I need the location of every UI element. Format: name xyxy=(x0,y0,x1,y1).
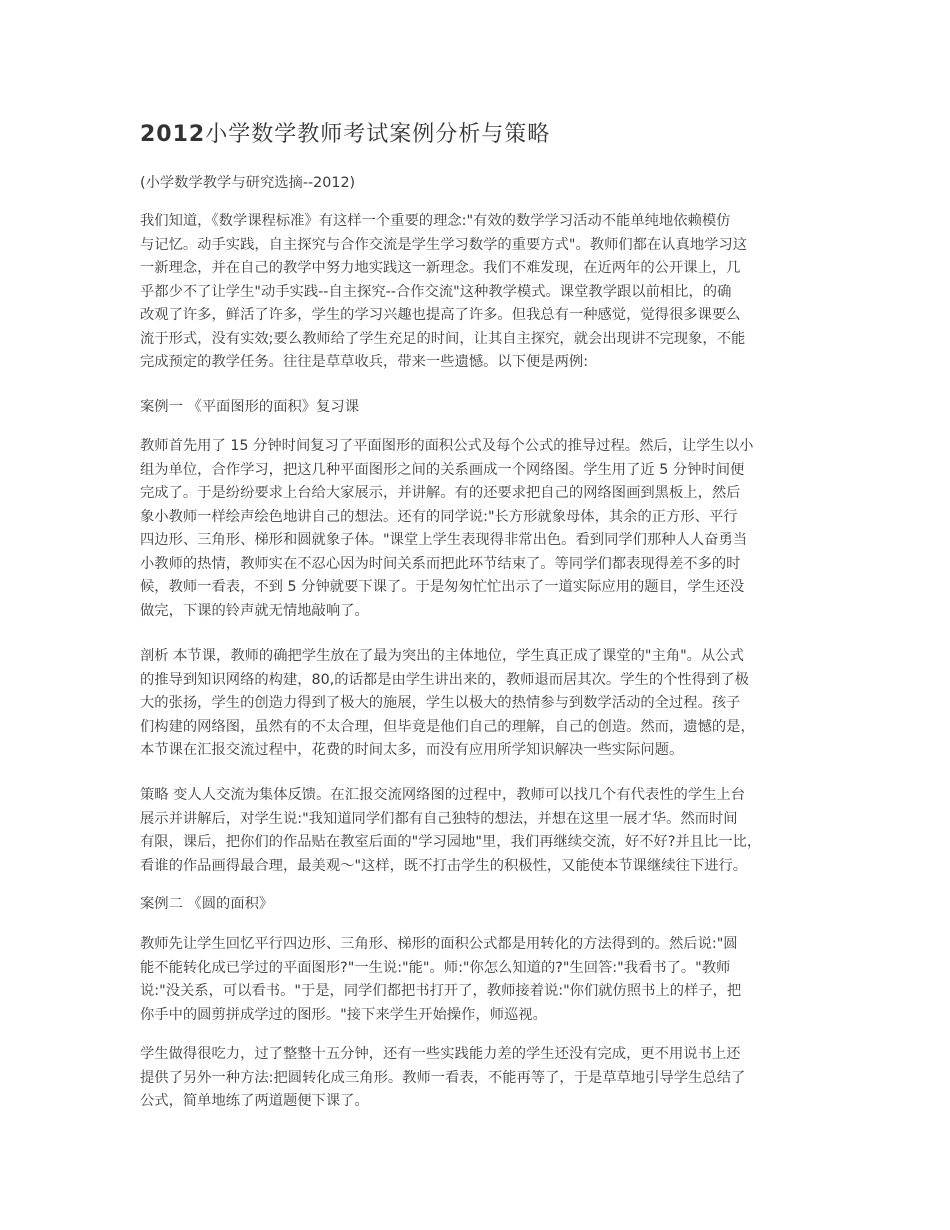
paragraph-line: 本节课在汇报交流过程中，花费的时间太多，而没有应用所学知识解决一些实际问题。 xyxy=(140,742,684,758)
paragraph-line: 做完，下课的铃声就无情地敲响了。 xyxy=(140,602,369,619)
paragraph-line: 你手中的圆剪拼成学过的图形。"接下来学生开始操作，师巡视。 xyxy=(140,1006,547,1023)
paragraph-line: 说:"没关系，可以看书。"于是，同学们都把书打开了，教师接着说:"你们就仿照书上的样子，把 xyxy=(140,983,742,999)
paragraph-line: 流于形式，没有实效;要么教师给了学生充足的时间，让其自主探究，就会出现讲不完现象，不能 xyxy=(140,330,746,347)
paragraph-line: 与记忆。动手实践，自主探究与合作交流是学生学习数学的重要方式"。教师们都在认真地学习这 xyxy=(140,236,748,253)
paragraph-line: 公式，简单地练了两道题便下课了。 xyxy=(140,1093,369,1109)
paragraph-line: 剖析 本节课，教师的确把学生放在了最为突出的主体地位，学生真正成了课堂的"主角"。从公式 xyxy=(140,648,744,664)
paragraph-line: 策略 变人人交流为集体反馈。在汇报交流网络图的过程中，教师可以找几个有代表性的学生上台 xyxy=(140,787,746,803)
paragraph-line: 象小教师一样绘声绘色地讲自己的想法。还有的同学说:"长方形就象母体，其余的正方形、平行 xyxy=(140,508,738,525)
section-heading-line: 案例一 《平面图形的面积》复习课 xyxy=(140,399,359,415)
page-title xyxy=(140,120,820,150)
paragraph-line: 提供了另外一种方法:把圆转化成三角形。教师一看表，不能再等了，于是草草地引导学生总结了 xyxy=(140,1069,746,1086)
paragraph-line: 教师首先用了 15 分钟时间复习了平面图形的面积公式及每个公式的推导过程。然后，让学生以小 xyxy=(140,438,754,454)
paragraph-line: 乎都少不了让学生"动手实践--自主探究--合作交流"这种教学模式。课堂教学跟以前相比，的确 xyxy=(140,283,732,300)
paragraph-line: 一新理念，并在自己的教学中努力地实践这一新理念。我们不难发现，在近两年的公开课上，几 xyxy=(140,260,741,276)
section-heading-line: 案例二 《圆的面积》 xyxy=(140,896,274,912)
paragraph-line: 有限，课后，把你们的作品贴在教室后面的"学习园地"里，我们再继续交流，好不好?并且比一比， xyxy=(140,834,762,850)
paragraph-line: 学生做得很吃力，过了整整十五分钟，还有一些实践能力差的学生还没有完成，更不用说书上还 xyxy=(140,1046,741,1062)
analysis-paragraph xyxy=(140,645,823,763)
paragraph-line: 教师先让学生回忆平行四边形、三角形、梯形的面积公式都是用转化的方法得到的。然后说:"圆 xyxy=(140,936,738,952)
paragraph-line: 组为单位，合作学习，把这几种平面图形之间的关系画成一个网络图。学生用了近 5 分钟时间便 xyxy=(140,461,745,478)
paragraph-line: 小教师的热情，教师实在不忍心因为时间关系而把此环节结束了。等同学们都表现得差不多的时 xyxy=(140,555,741,572)
paragraph-line: 四边形、三角形、梯形和圆就象子体。"课堂上学生表现得非常出色。看到同学们那种人人奋勇当 xyxy=(140,532,748,548)
paragraph-line: 们构建的网络图，虽然有的不太合理，但毕竟是他们自己的理解，自己的创造。然而，遗憾的是， xyxy=(140,718,755,735)
paragraph-line: 我们知道，《数学课程标准》有这样一个重要的理念:"有效的数学学习活动不能单纯地依赖模仿 xyxy=(140,213,731,229)
case2-followup-paragraph xyxy=(140,1043,823,1114)
paragraph-line: 能不能转化成已学过的平面图形?"一生说:"能"。师:"你怎么知道的?"生回答:"我看书了。"教师 xyxy=(140,959,731,976)
case1-heading xyxy=(140,396,823,420)
title-year: 2012 xyxy=(140,122,206,147)
paragraph-line: 展示并讲解后，对学生说:"我知道同学们都有自己独特的想法，并想在这里一展才华。然而时间 xyxy=(140,810,738,827)
intro-paragraph xyxy=(140,210,823,375)
case1-paragraph xyxy=(140,435,823,623)
paragraph-line: 大的张扬，学生的创造力得到了极大的施展，学生以极大的热情参与到数学活动的全过程。孩子 xyxy=(140,695,741,711)
paragraph-line: 看谁的作品画得最合理，最美观～"这样，既不打击学生的积极性，又能使本节课继续往下进行。 xyxy=(140,857,748,874)
source-line: (小学数学教学与研究选摘--2012) xyxy=(140,175,356,191)
paragraph-line: 完成了。于是纷纷要求上台给大家展示，并讲解。有的还要求把自己的网络图画到黑板上，然后 xyxy=(140,485,741,501)
paragraph-line: 完成预定的教学任务。往往是草草收兵，带来一些遗憾。以下便是两例: xyxy=(140,354,589,370)
case2-heading xyxy=(140,893,823,917)
case2-paragraph xyxy=(140,933,823,1027)
paragraph-line: 候，教师一看表，不到 5 分钟就要下课了。于是匆匆忙忙出示了一道实际应用的题目，学生还没 xyxy=(140,579,745,595)
paragraph-line: 的推导到知识网络的构建，80,的话都是由学生讲出来的，教师退而居其次。学生的个性得到了极 xyxy=(140,671,749,688)
source-note xyxy=(140,172,823,196)
strategy-paragraph xyxy=(140,784,823,878)
paragraph-line: 改观了许多，鲜活了许多，学生的学习兴趣也提高了许多。但我总有一种感觉，觉得很多课要么 xyxy=(140,307,741,323)
title-text: 小学数学教师考试案例分析与策略 xyxy=(205,122,551,147)
